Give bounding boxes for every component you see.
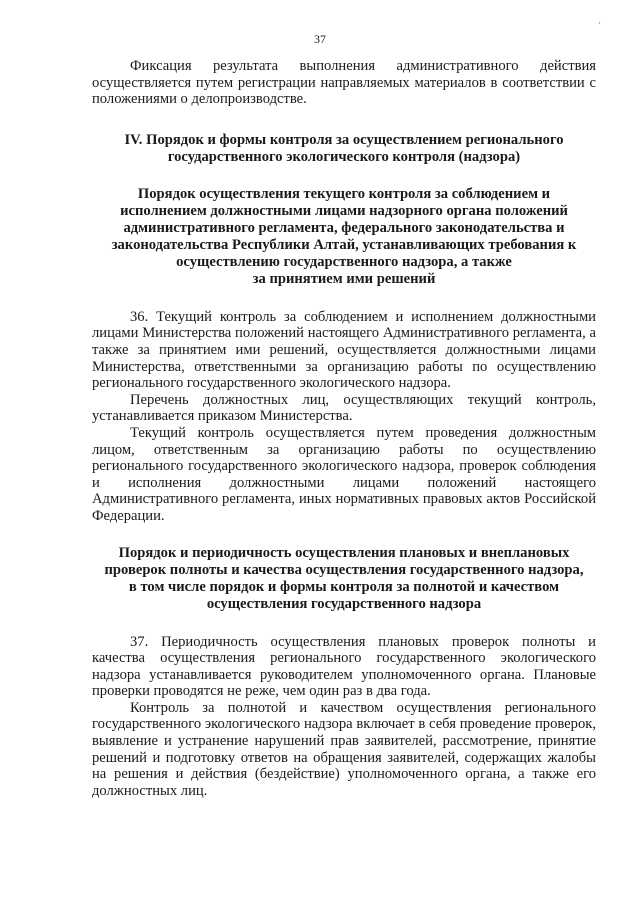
subheading-line: Порядок и периодичность осуществления плановых и внеплановых bbox=[118, 544, 570, 561]
subheading-periodicity bbox=[92, 545, 596, 613]
corner-mark: · bbox=[598, 18, 601, 28]
clause-37-paragraph: 37. Периодичность осуществления плановых проверок полноты и качества осуществления регионального государственного экологического надзора устанавливается руководителем уполномоченного органа. Плановые проверки проводятся не реже, чем один раз в два года. bbox=[92, 633, 596, 700]
section-heading bbox=[92, 132, 596, 166]
clause-36-paragraph: 36. Текущий контроль за соблюдением и исполнением должностными лицами Министерства положений настоящего Административного регламента, а также за принятием ими решений, осуществляется должностными лицами Министерства, ответственными за организацию работы по осуществлению регионального государственного экологического надзора. bbox=[92, 308, 596, 392]
page-content bbox=[92, 58, 596, 799]
subheading-line: исполнением должностными лицами надзорного органа положений bbox=[120, 202, 568, 219]
subheading-line: в том числе порядок и формы контроля за полнотой и качеством bbox=[128, 578, 560, 595]
subheading-line: законодательства Республики Алтай, устанавливающих требования к bbox=[111, 236, 577, 253]
subheading-line: осуществления государственного надзора bbox=[206, 595, 482, 612]
subheading-line: административного регламента, федерального законодательства и bbox=[123, 219, 565, 236]
subheading-line: осуществлению государственного надзора, а также bbox=[176, 253, 512, 270]
page-number: 37 bbox=[314, 32, 326, 46]
section-heading-line: IV. Порядок и формы контроля за осуществлением регионального bbox=[124, 131, 564, 148]
section-heading-line: государственного экологического контроля (надзора) bbox=[167, 148, 521, 165]
subheading-current-control bbox=[92, 186, 596, 288]
clause-37 bbox=[92, 634, 596, 800]
subheading-line: Порядок осуществления текущего контроля за соблюдением и bbox=[137, 185, 551, 202]
clause-36-paragraph: Текущий контроль осуществляется путем проведения должностным лицом, ответственным за организацию работы по осуществлению регионального государственного экологического надзора, проверок соблюдения и исполнения должностными лицами положений настоящего Административного регламента, иных нормативных правовых актов Российской Федерации. bbox=[92, 424, 596, 524]
clause-36 bbox=[92, 309, 596, 525]
clause-37-paragraph: Контроль за полнотой и качеством осуществления регионального государственного экологического надзора включает в себя проведение проверок, выявление и устранение нарушений прав заявителей, рассмотрение, принятие решений и подготовку ответов на обращения заявителей, содержащих жалобы на решения и действия (бездействие) уполномоченного органа, а также его должностных лиц. bbox=[92, 699, 596, 799]
intro-paragraph: Фиксация результата выполнения административного действия осуществляется путем регистрации направляемых материалов в соответствии с положениями о делопроизводстве. bbox=[92, 58, 596, 108]
subheading-line: проверок полноты и качества осуществления государственного надзора, bbox=[104, 561, 584, 578]
subheading-line: за принятием ими решений bbox=[252, 270, 436, 287]
clause-36-paragraph: Перечень должностных лиц, осуществляющих текущий контроль, устанавливается приказом Министерства. bbox=[92, 391, 596, 425]
